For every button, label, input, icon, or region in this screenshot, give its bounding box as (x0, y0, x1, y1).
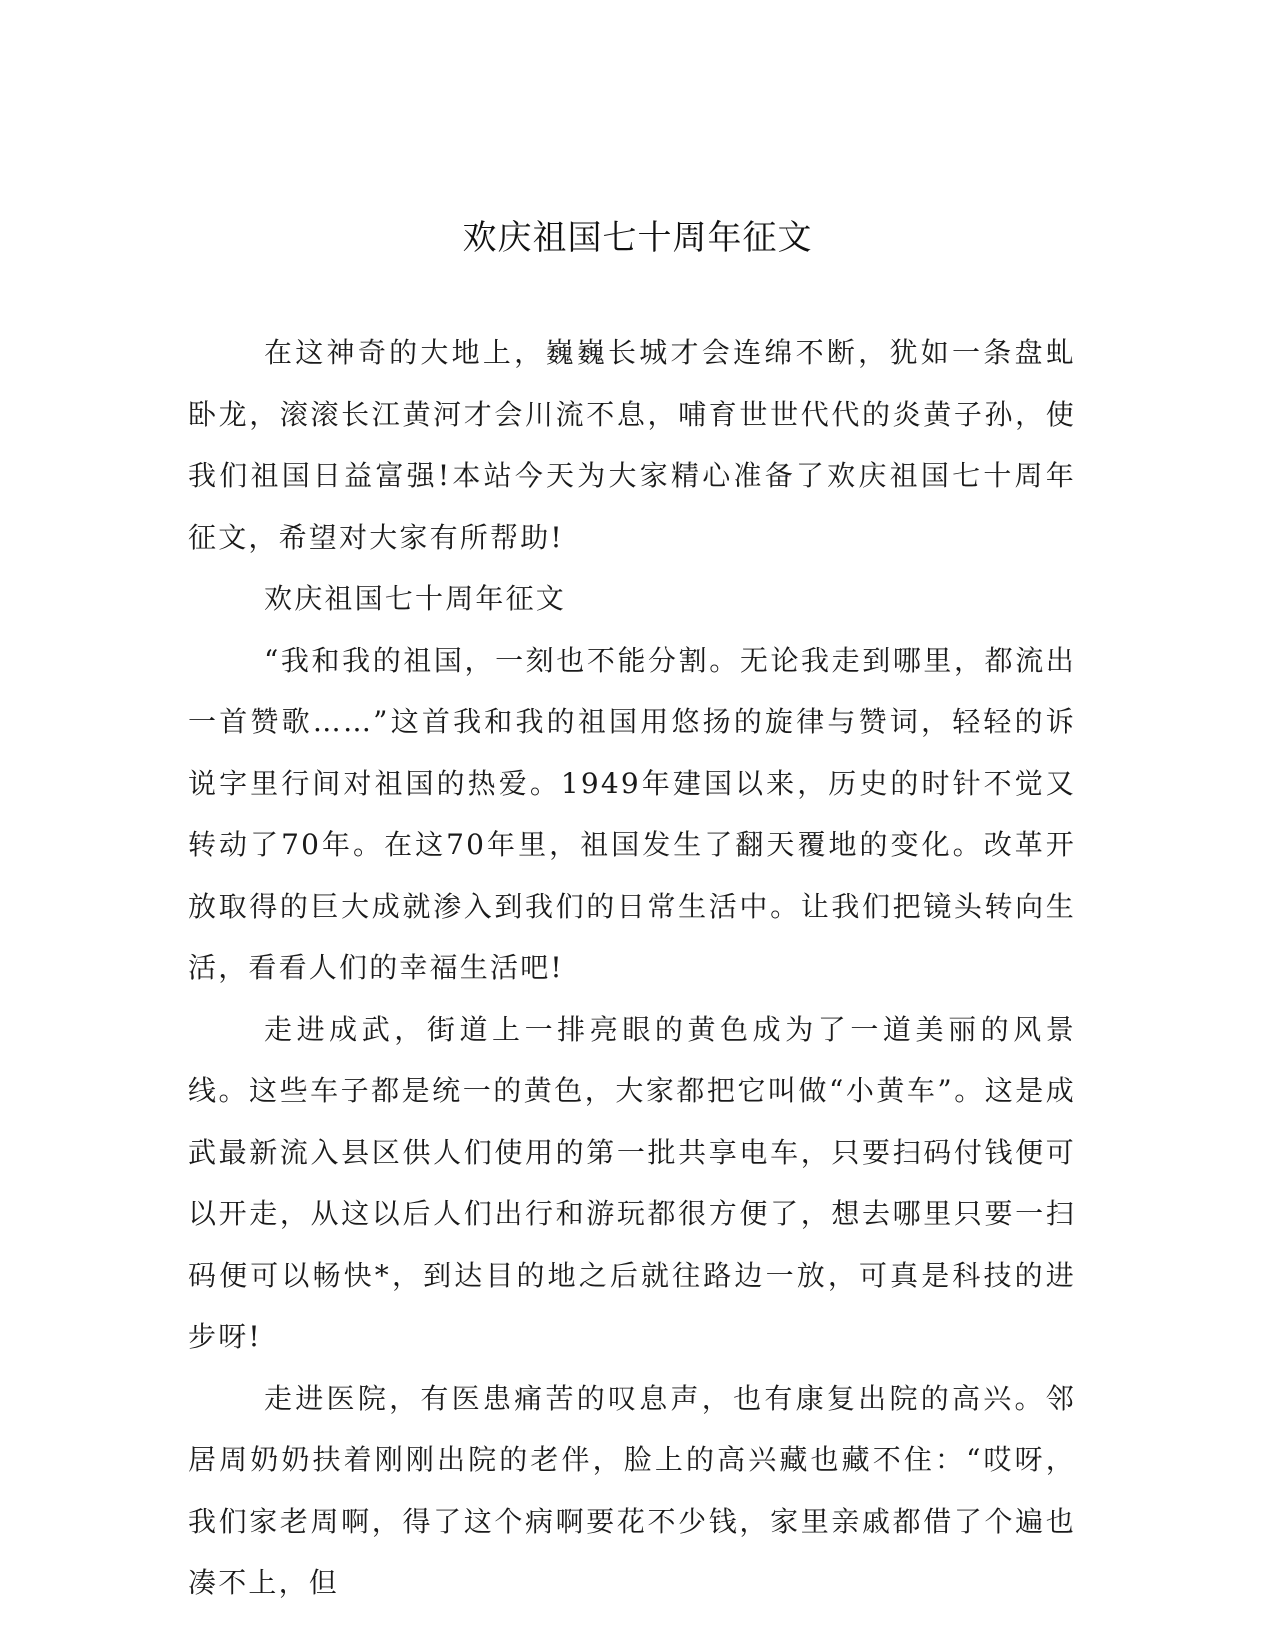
paragraph-chengwu: 走进成武，街道上一排亮眼的黄色成为了一道美丽的风景线。这些车子都是统一的黄色，大家都把它叫做“小黄车”。这是成武最新流入县区供人们使用的第一批共享电车，只要扫码付钱便可以开走，从这以后人们出行和游玩都很方便了，想去哪里只要一扫码便可以畅快*，到达目的地之后就往路边一放，可真是科技的进步呀! (188, 1012, 1076, 1353)
document-title: 欢庆祖国七十周年征文 (462, 218, 813, 258)
document-body (188, 322, 1076, 1614)
paragraph-intro: 在这神奇的大地上，巍巍长城才会连绵不断，犹如一条盘虬卧龙，滚滚长江黄河才会川流不息，哺育世世代代的炎黄子孙，使我们祖国日益富强!本站今天为大家精心准备了欢庆祖国七十周年征文，希望对大家有所帮助! (188, 336, 1076, 554)
paragraph-song: “我和我的祖国，一刻也不能分割。无论我走到哪里，都流出一首赞歌……”这首我和我的祖国用悠扬的旋律与赞词，轻轻的诉说字里行间对祖国的热爱。1949年建国以来，历史的时针不觉又转动了70年。在这70年里，祖国发生了翻天覆地的变化。改革开放取得的巨大成就渗入到我们的日常生活中。让我们把镜头转向生活，看看人们的幸福生活吧! (188, 643, 1076, 984)
paragraph-hospital: 走进医院，有医患痛苦的叹息声，也有康复出院的高兴。邻居周奶奶扶着刚刚出院的老伴，脸上的高兴藏也藏不住：“哎呀，我们家老周啊，得了这个病啊要花不少钱，家里亲戚都借了个遍也凑不上，但 (188, 1381, 1076, 1599)
paragraph-subtitle: 欢庆祖国七十周年征文 (264, 582, 567, 615)
